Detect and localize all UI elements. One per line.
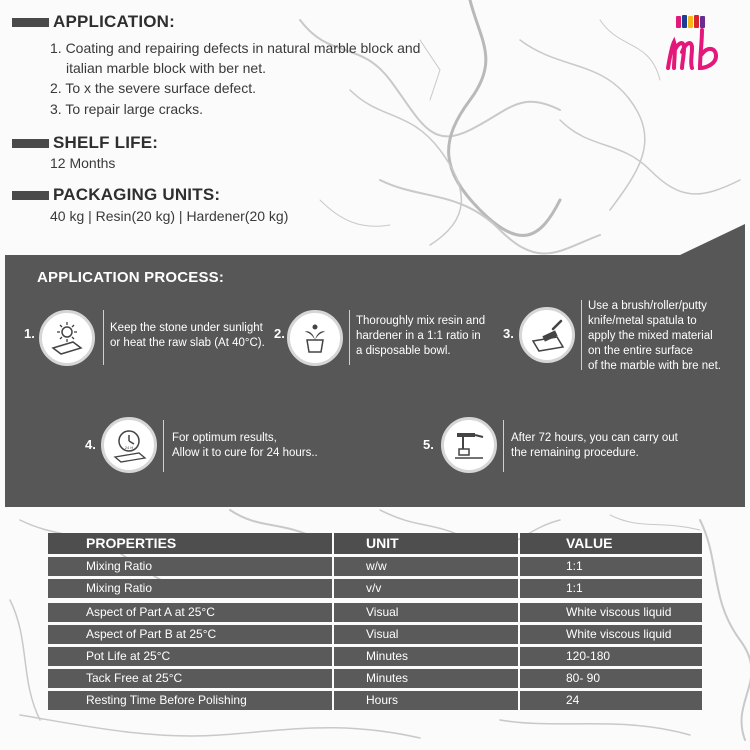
table-row (48, 625, 702, 644)
step-4-text (172, 431, 318, 461)
unit-cell: Minutes (334, 669, 518, 688)
sun-slab-icon (47, 318, 87, 358)
process-title: APPLICATION PROCESS: (37, 269, 225, 286)
step-1-line-1: Keep the stone under sunlight (110, 322, 263, 334)
header-properties: PROPERTIES (48, 533, 332, 554)
step-2-text (356, 314, 485, 359)
value-cell: White viscous liquid (520, 625, 702, 644)
step-1-line-2: or heat the raw slab (At 40°C). (110, 337, 265, 349)
step-3-line-5: of the marble with bre net. (588, 360, 721, 372)
step-2-divider (349, 310, 350, 365)
value-cell: 80- 90 (520, 669, 702, 688)
table-row (48, 579, 702, 598)
step-3-divider (581, 300, 582, 370)
packaging-value: 40 kg | Resin(20 kg) | Hardener(20 kg) (50, 208, 289, 224)
heading-bar (12, 139, 49, 148)
table-row (48, 691, 702, 710)
step-4-icon-circle (101, 417, 157, 473)
step-4-line-1: For optimum results, (172, 432, 277, 444)
unit-cell: Minutes (334, 647, 518, 666)
step-5-text (511, 431, 678, 461)
step-5-number: 5. (423, 437, 434, 452)
mixing-bowl-icon (295, 318, 335, 358)
application-line-1: 1. Coating and repairing defects in natural marble block and (50, 40, 421, 56)
property-cell: Resting Time Before Polishing (48, 691, 332, 710)
step-5-line-2: the remaining procedure. (511, 447, 639, 459)
step-2-line-2: hardener in a 1:1 ratio in (356, 330, 481, 342)
step-3-icon-circle (519, 307, 575, 363)
application-line-2: italian marble block with ber net. (66, 60, 266, 76)
step-3-text (588, 299, 721, 374)
step-3-number: 3. (503, 326, 514, 341)
clock-24h-icon (109, 425, 149, 465)
header-value: VALUE (520, 533, 702, 554)
step-4-divider (163, 420, 164, 472)
spatula-icon (527, 315, 567, 355)
application-heading (12, 12, 175, 32)
table-header-row (48, 533, 702, 554)
step-3-line-4: on the entire surface (588, 345, 693, 357)
table-row (48, 557, 702, 576)
shelf-life-value: 12 Months (50, 155, 116, 171)
application-line-3: 2. To x the severe surface defect. (50, 80, 256, 96)
step-1-text (110, 321, 265, 351)
value-cell: 120-180 (520, 647, 702, 666)
table-row (48, 669, 702, 688)
mb-logo (662, 12, 724, 74)
step-2-line-3: a disposable bowl. (356, 345, 451, 357)
unit-cell: Hours (334, 691, 518, 710)
step-1-icon-circle (39, 310, 95, 366)
application-line-4: 3. To repair large cracks. (50, 101, 204, 117)
unit-cell: v/v (334, 579, 518, 598)
shelf-life-heading (12, 133, 158, 153)
value-cell: 1:1 (520, 557, 702, 576)
step-5-line-1: After 72 hours, you can carry out (511, 432, 678, 444)
property-cell: Aspect of Part A at 25°C (48, 603, 332, 622)
unit-cell: Visual (334, 603, 518, 622)
header-unit: UNIT (334, 533, 518, 554)
step-3-line-1: Use a brush/roller/putty (588, 300, 707, 312)
value-cell: 24 (520, 691, 702, 710)
step-2-icon-circle (287, 310, 343, 366)
property-cell: Pot Life at 25°C (48, 647, 332, 666)
packaging-title: PACKAGING UNITS: (53, 185, 221, 204)
band-corner-decoration (640, 224, 750, 256)
step-3-line-3: apply the mixed material (588, 330, 713, 342)
step-1-divider (103, 310, 104, 365)
step-1-number: 1. (24, 326, 35, 341)
property-cell: Aspect of Part B at 25°C (48, 625, 332, 644)
heading-bar (12, 191, 49, 200)
unit-cell: w/w (334, 557, 518, 576)
step-4-number: 4. (85, 437, 96, 452)
shelf-life-title: SHELF LIFE: (53, 133, 159, 152)
step-3-line-2: knife/metal spatula to (588, 315, 697, 327)
value-cell: 1:1 (520, 579, 702, 598)
step-2-line-1: Thoroughly mix resin and (356, 315, 486, 327)
polishing-machine-icon (449, 425, 489, 465)
table-row (48, 603, 702, 622)
step-2-number: 2. (274, 326, 285, 341)
property-cell: Tack Free at 25°C (48, 669, 332, 688)
unit-cell: Visual (334, 625, 518, 644)
step-5-icon-circle (441, 417, 497, 473)
value-cell: White viscous liquid (520, 603, 702, 622)
property-cell: Mixing Ratio (48, 579, 332, 598)
step-5-divider (503, 420, 504, 472)
heading-bar (12, 18, 49, 27)
table-row (48, 647, 702, 666)
svg-text:24 H: 24 H (124, 445, 134, 450)
packaging-heading (12, 185, 220, 205)
application-title: APPLICATION: (53, 12, 176, 31)
step-4-line-2: Allow it to cure for 24 hours.. (172, 447, 318, 459)
property-cell: Mixing Ratio (48, 557, 332, 576)
